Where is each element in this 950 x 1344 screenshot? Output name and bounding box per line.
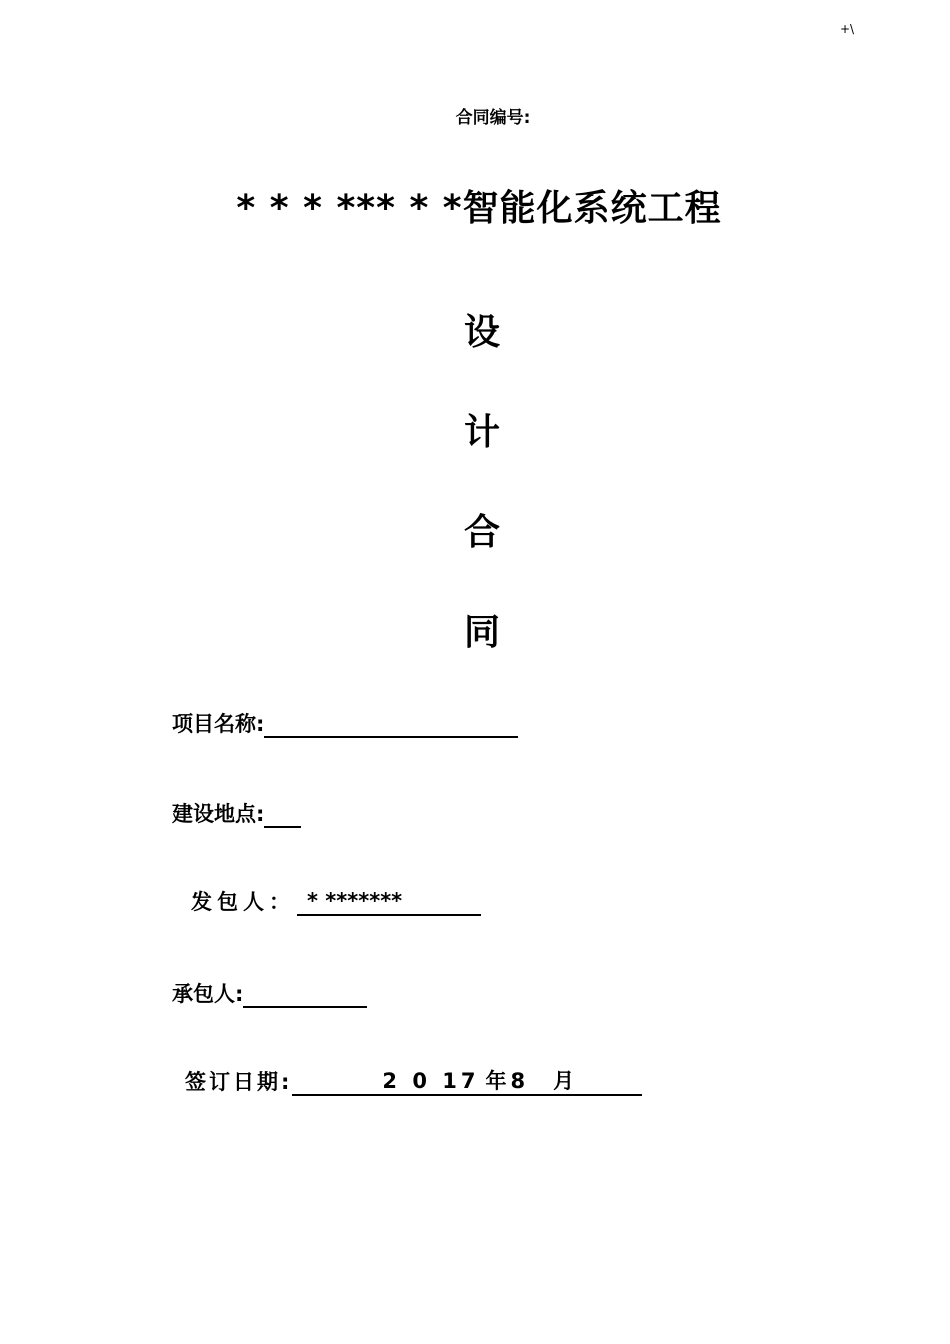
contractor-label: 承包人: xyxy=(172,982,244,1006)
signing-date-month: 8 xyxy=(510,1069,526,1093)
corner-mark: +\ xyxy=(840,22,855,36)
signing-date-year: 2 0 17 xyxy=(382,1069,480,1093)
signing-date-field xyxy=(185,1066,642,1096)
employer-blank xyxy=(297,888,481,916)
project-name-label: 项目名称: xyxy=(172,712,265,736)
employer-label: 发包人： xyxy=(191,890,295,914)
signing-date-month-unit: 月 xyxy=(553,1069,575,1093)
title-char-design: 设 xyxy=(463,312,500,353)
contractor-blank xyxy=(243,980,367,1008)
project-title: * * * *** * *智能化系统工程 xyxy=(236,188,722,229)
contractor-field xyxy=(172,978,367,1008)
signing-date-year-unit: 年 xyxy=(485,1069,507,1093)
contract-number-label: 合同编号: xyxy=(455,108,531,128)
title-char-plan: 计 xyxy=(463,412,500,453)
employer-field xyxy=(191,886,481,916)
project-name-field xyxy=(172,708,518,738)
site-field xyxy=(172,798,301,828)
date-lead-space xyxy=(292,1068,382,1094)
signing-date-blank xyxy=(292,1068,642,1096)
site-blank xyxy=(264,800,301,828)
signing-date-label: 签订日期: xyxy=(185,1070,293,1094)
title-char-contract: 合 xyxy=(463,512,500,553)
site-label: 建设地点: xyxy=(172,802,265,826)
project-name-blank xyxy=(264,710,518,738)
employer-value: * ******* xyxy=(307,889,403,913)
title-char-same: 同 xyxy=(463,612,500,653)
